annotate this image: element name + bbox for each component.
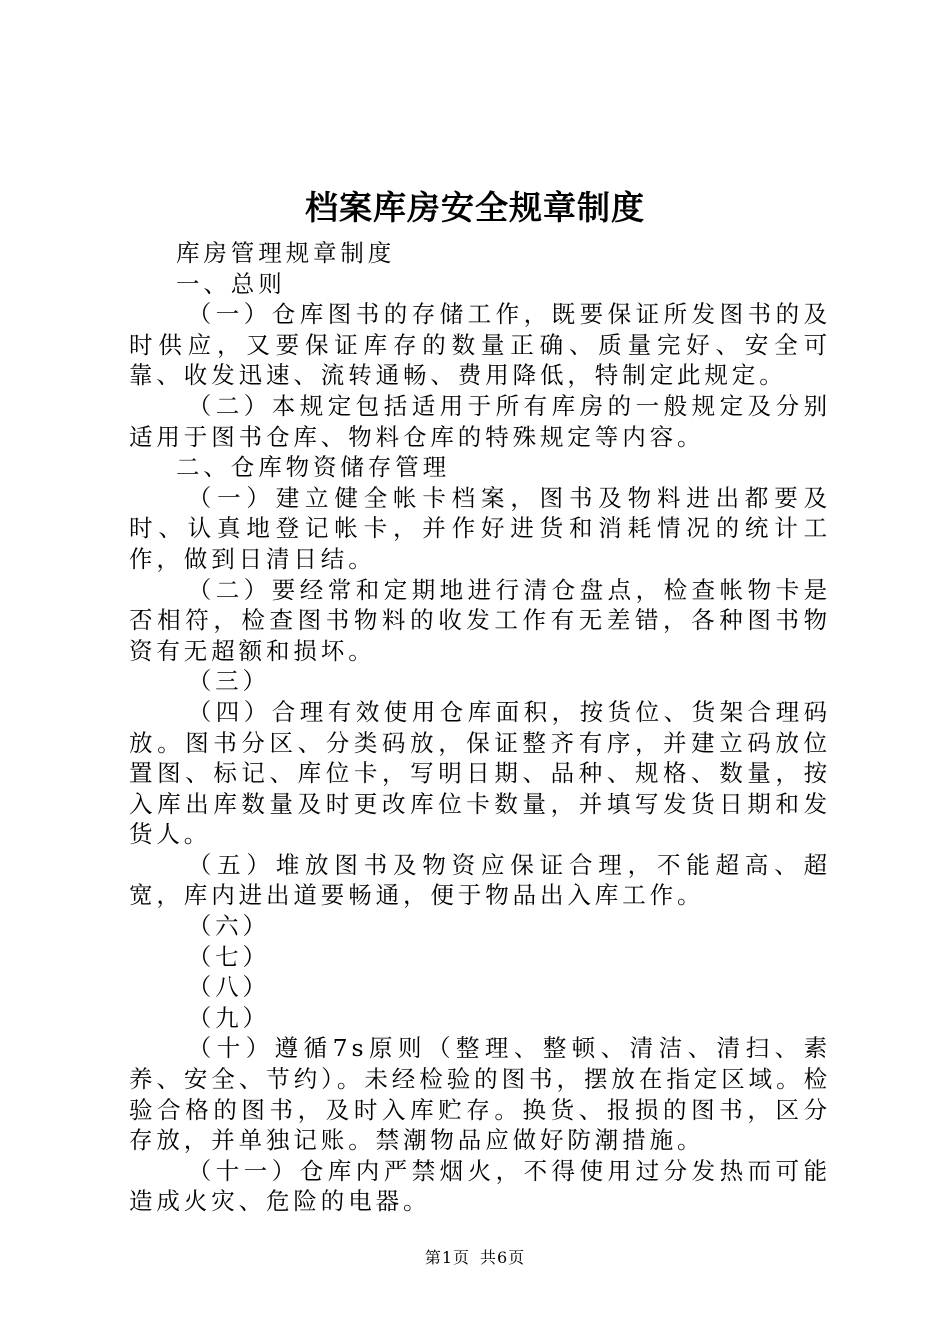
document-title: 档案库房安全规章制度 bbox=[305, 188, 645, 227]
paragraph: （四）合理有效使用仓库面积，按货位、货架合理码放。图书分区、分类码放，保证整齐有序，并建立码放位置图、标记、库位卡，写明日期、品种、规格、数量，按入库出库数量及时更改库位卡数量，并填写发货日期和发货人。 bbox=[129, 697, 831, 849]
paragraph: （三） bbox=[187, 667, 270, 696]
paragraph: （九） bbox=[187, 1003, 270, 1032]
page-total: 共6页 bbox=[480, 1248, 526, 1267]
paragraph: （八） bbox=[187, 973, 270, 1002]
paragraph: （二）本规定包括适用于所有库房的一般规定及分别适用于图书仓库、物料仓库的特殊规定等内容。 bbox=[129, 391, 831, 451]
paragraph: （七） bbox=[187, 942, 270, 971]
paragraph: （一）仓库图书的存储工作，既要保证所发图书的及时供应，又要保证库存的数量正确、质量完好、安全可靠、收发迅速、流转通畅、费用降低，特制定此规定。 bbox=[129, 300, 831, 390]
paragraph: （一）建立健全帐卡档案，图书及物料进出都要及时、认真地登记帐卡，并作好进货和消耗情况的统计工作，做到日清日结。 bbox=[129, 483, 831, 573]
document-body bbox=[129, 238, 831, 1217]
paragraph: （五）堆放图书及物资应保证合理，不能超高、超宽，库内进出道要畅通，便于物品出入库工作。 bbox=[129, 850, 831, 910]
section-heading: 一、总则 bbox=[176, 269, 286, 298]
section-heading: 二、仓库物资储存管理 bbox=[176, 453, 450, 482]
paragraph: （十一）仓库内严禁烟火，不得使用过分发热而可能造成火灾、危险的电器。 bbox=[129, 1156, 831, 1216]
page-number: 第1页 bbox=[424, 1248, 470, 1267]
paragraph: （六） bbox=[187, 912, 270, 941]
paragraph: （二）要经常和定期地进行清仓盘点，检查帐物卡是否相符，检查图书物料的收发工作有无差错，各种图书物资有无超额和损坏。 bbox=[129, 575, 831, 665]
section-heading: 库房管理规章制度 bbox=[176, 239, 396, 267]
paragraph: （十）遵循7s原则（整理、整顿、清洁、清扫、素养、安全、节约）。未经检验的图书，摆放在指定区域。检验合格的图书，及时入库贮存。换货、报损的图书，区分存放，并单独记账。禁潮物品应做好防潮措施。 bbox=[129, 1034, 831, 1155]
page-footer bbox=[0, 1245, 950, 1268]
